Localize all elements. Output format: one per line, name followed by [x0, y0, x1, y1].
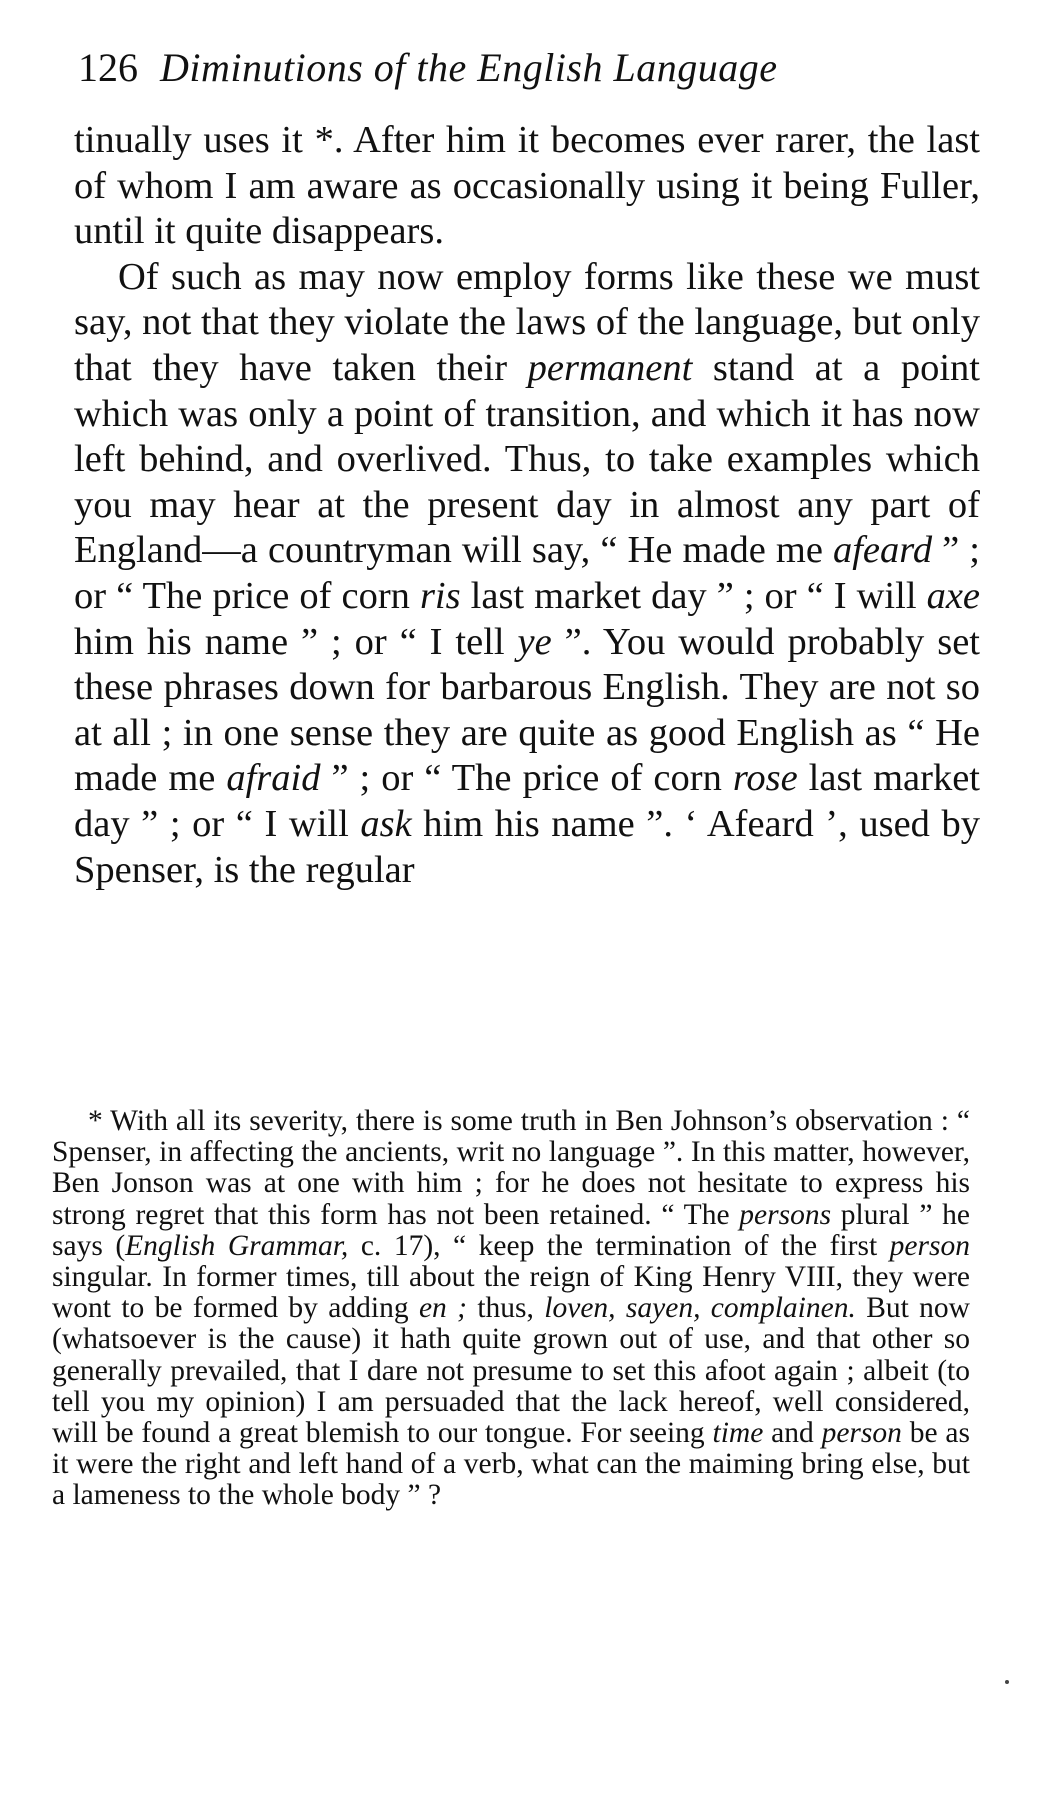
text-run: ”. You would probably set these phrases down for barbarous English. They are not so at all ; in one sense they are quite as good English as “ He made me: [74, 620, 981, 800]
page-number: 126: [78, 45, 138, 90]
italic-word-person: person: [889, 1229, 970, 1262]
italic-word-ris: ris: [419, 574, 461, 617]
text-run: thus,: [467, 1292, 545, 1325]
italic-word-axe: axe: [926, 574, 980, 617]
italic-word-time: time: [712, 1417, 764, 1450]
italic-word-examples: loven, sayen, complainen.: [544, 1292, 856, 1325]
italic-word-permanent: permanent: [527, 346, 693, 389]
text-run: him his name ” ; or “ I tell: [74, 620, 518, 663]
running-head: [78, 38, 978, 98]
ink-speck: [1005, 1680, 1009, 1684]
text-run: * With all its severity, there is some truth in Ben Johnson’s observation : “ Spenser, in affecting the ancients, writ no language ”. In this matter, however, Ben Jonson was at one with him ; for he does not hesitate to express his strong regret that this form has not been retained. “ The: [52, 1105, 970, 1231]
italic-word-ye: ye: [517, 620, 552, 663]
running-title: Diminutions of the English Language: [160, 45, 778, 90]
text-run: But now (whatsoever is the cause) it hath quite grown out of use, and that other so generally prevailed, that I dare not presume to set this afoot again ; albeit (to tell you my opinion) I am persuaded that the lack hereof, well considered, will be found a great blemish to our tongue. For seeing: [52, 1292, 970, 1450]
text-run: ” ; or “ The price of corn: [74, 529, 980, 617]
text-run: last market day ” ; or “ I will: [460, 574, 927, 617]
italic-word-persons: persons: [739, 1198, 832, 1231]
paragraph-continued: tinually uses it *. After him it becomes ever rarer, the last of whom I am aware as occasionally using it being Fuller, until it quite disappears.: [74, 119, 980, 253]
paragraph-forms: [74, 255, 980, 893]
text-run: Of such as may now employ forms like these we must say, not that they violate the laws of the language, but only that they have taken their: [74, 255, 980, 389]
italic-word-person: person: [821, 1417, 902, 1450]
text-run: stand at a point which was only a point of transition, and which it has now left behind, and overlived. Thus, to take examples which you may hear at the present day in almost any part of England—a countryman will say, “ He made me: [74, 346, 980, 572]
italic-word-afraid: afraid: [226, 757, 321, 800]
footnote: [52, 1106, 970, 1512]
italic-word-ask: ask: [360, 802, 412, 845]
text-run: be as it were the right and left hand of a verb, what can the maiming bring else, but a lameness to the whole body ” ?: [52, 1417, 970, 1512]
italic-word-en: en ;: [418, 1292, 467, 1325]
text-run: singular. In former times, till about the reign of King Henry VIII, they were wont to be formed by adding: [52, 1261, 970, 1325]
text-run: him his name ”. ‘ Afeard ’, used by Spenser, is the regular: [74, 802, 980, 891]
text-run: plural ” he says (: [52, 1198, 970, 1262]
italic-title-english-grammar: English Grammar,: [125, 1229, 349, 1262]
text-run: last market day ” ; or “ I will: [74, 757, 980, 845]
italic-word-rose: rose: [732, 757, 798, 800]
text-run: and: [763, 1417, 822, 1450]
footnote-paragraph: [52, 1106, 970, 1512]
text-run: c. 17), “ keep the termination of the first: [348, 1229, 890, 1262]
text-run: ” ; or “ The price of corn: [320, 757, 733, 800]
italic-word-afeard: afeard: [832, 529, 933, 572]
main-text: [74, 118, 980, 893]
